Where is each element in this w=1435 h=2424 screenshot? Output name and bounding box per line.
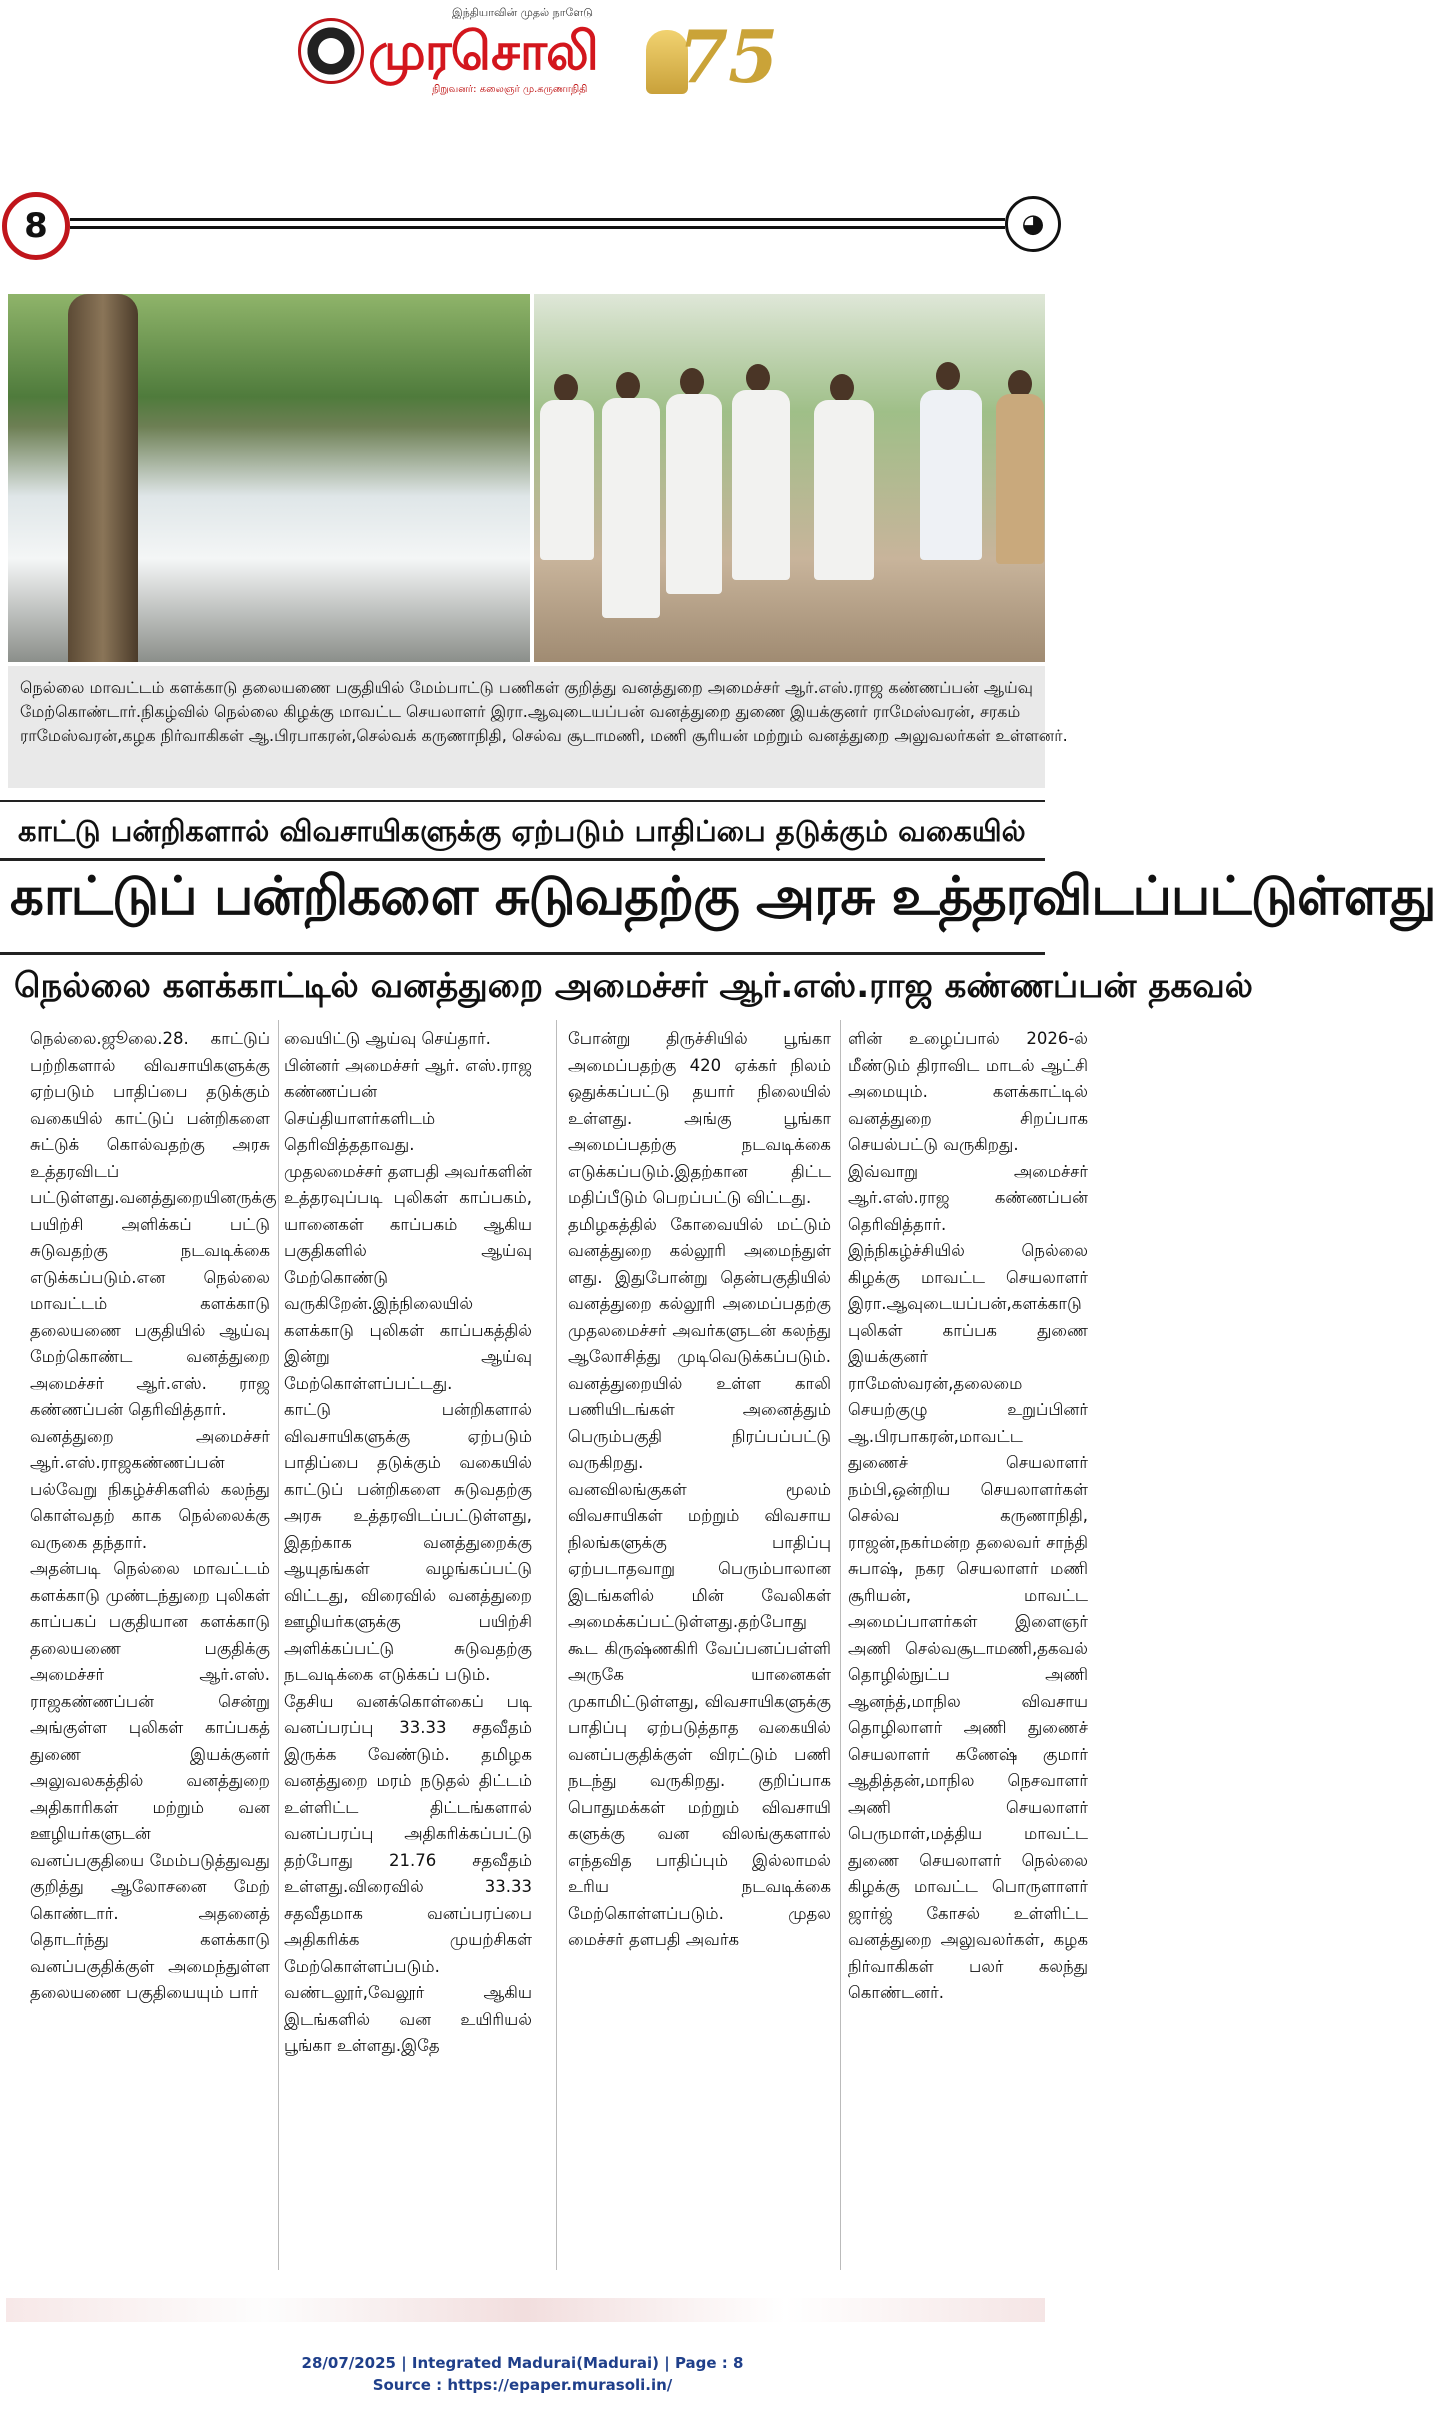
photo-caption-text: நெல்லை மாவட்டம் களக்காடு தலையணை பகுதியில் மேம்பாட்டு பணிகள் குறித்து வனத்துறை அமைச்சர் ஆர்.எஸ்.ராஜ கண்ணப்பன் ஆய்வு மேற்கொண்டார்.நிகழ்வில் நெல்லை கிழக்கு மாவட்ட செயலாளர் இரா.ஆவுடையப்பன் வனத்துறை துணை இயக்குனர் ராமேஸ்வரன், சரகம் ராமேஸ்வரன்,கழக நிர்வாகிகள் ஆ.பிரபாகரன்,செல்வக் கருணாநிதி, செல்வ சூடாமணி, மணி சூரியன் மற்றும் வனத்துறை அலுவலர்கள் உள்ளனர். [20,678,1068,745]
minister-inspection-photo [534,294,1045,662]
paragraph: இந்நிகழ்ச்சியில் நெல்லை கிழக்கு மாவட்ட செயலாளர் இரா.ஆவுடையப்பன்,களக்காடு புலிகள் காப்பக துணை இயக்குனர் ராமேஸ்வரன்,தலைமை செயற்குழு உறுப்பினர் ஆ.பிரபாகரன்,மாவட்ட துணைச் செயலாளர் நம்பி,ஒன்றிய செயலாளர்கள் செல்வ கருணாநிதி, ராஜன்,நகர்மன்ற தலைவர் சாந்தி சுபாஷ், நகர செயலாளர் மணி சூரியன், மாவட்ட அமைப்பாளர்கள் இளைஞர் அணி செல்வசூடாமணி,தகவல் தொழில்நுட்ப அணி ஆனந்த்,மாநில விவசாய தொழிலாளர் அணி துணைச் செயலாளர் கணேஷ் குமார் ஆதித்தன்,மாநில நெசவாளர் அணி செயலாளர் பெருமாள்,மத்திய மாவட்ட துணை செயலாளர் நெல்லை கிழக்கு மாவட்ட பொருளாளர் ஜார்ஜ் கோசல் உள்ளிட்ட வனத்துறை அலுவலர்கள், கழக நிர்வாகிகள் பலர் கலந்து கொண்டனர். [848,1241,1088,2002]
paragraph: நெல்லை.ஜூலை.28. காட்டுப் பற்றிகளால் விவசாயிகளுக்கு ஏற்படும் பாதிப்பை தடுக்கும் வகையில் காட்டுப் பன்றிகளை சுட்டுக் கொல்வதற்கு அரசு உத்தரவிடப் பட்டுள்ளது.வனத்துறையினருக்கு பயிற்சி அளிக்கப் பட்டு சுடுவதற்கு நடவடிக்கை எடுக்கப்படும்.என நெல்லை மாவட்டம் களக்காடு தலையணை பகுதியில் ஆய்வு மேற்கொண்ட வனத்துறை அமைச்சர் ஆர்.எஸ். ராஜ கண்ணப்பன் தெரிவித்தார். [30,1029,277,1419]
tree-trunk [68,294,138,662]
photo-strip [6,292,1045,664]
waterfall-photo [8,294,530,662]
person [540,400,594,560]
divider [0,952,1045,955]
person [732,390,790,580]
masthead-subtitle: நிறுவனர்: கலைஞர் மு.கருணாநிதி [432,84,588,95]
paragraph: காட்டு பன்றிகளால் விவசாயிகளுக்கு ஏற்படும் பாதிப்பை தடுக்கும் வகையில் காட்டுப் பன்றிகளை சுடுவதற்கு அரசு உத்தரவிடப்பட்டுள்ளது, இதற்காக வனத்துறைக்கு ஆயுதங்கள் வழங்கப்பட்டு விட்டது, விரைவில் வனத்துறை ஊழியர்களுக்கு பயிற்சி அளிக்கப்பட்டு சுடுவதற்கு நடவடிக்கை எடுக்கப் படும். [284,1400,532,1684]
article-column-4 [848,1026,1088,2007]
person [602,398,660,618]
column-rule [556,1020,557,2270]
person [996,394,1044,564]
footer-source-link[interactable]: Source : https://epaper.murasoli.in/ [372,2376,673,2394]
paragraph: தேசிய வனக்கொள்கைப் படி வனப்பரப்பு 33.33 சதவீதம் இருக்க வேண்டும். தமிழக வனத்துறை மரம் நடுதல் திட்டம் உள்ளிட்ட திட்டங்களால் வனப்பரப்பு அதிகரிக்கப்பட்டு தற்போது 21.76 சதவீதம் உள்ளது.விரைவில் 33.33 சதவீதமாக வனப்பரப்பை அதிகரிக்க முயற்சிகள் மேற்கொள்ளப்படும். வண்டலூர்,வேலூர் ஆகிய இடங்களில் வன உயிரியல் பூங்கா உள்ளது.இதே [284,1691,532,2055]
paragraph: முதலமைச்சர் தளபதி அவர்களின் உத்தரவுப்படி புலிகள் காப்பகம், யானைகள் காப்பகம் ஆகிய பகுதிகளில் ஆய்வு மேற்கொண்டு வருகிறேன்.இந்நிலையில் களக்காடு புலிகள் காப்பகத்தில் இன்று ஆய்வு மேற்கொள்ளப்பட்டது. [284,1161,533,1393]
person [920,390,982,560]
masthead [0,0,1045,118]
emblem-icon: ◕ [1005,196,1061,252]
newspaper-name: முரசொலி [368,22,598,82]
page-number: 8 [2,192,70,260]
column-rule [278,1020,279,2270]
paragraph: வனவிலங்குகள் மூலம் விவசாயிகள் மற்றும் விவசாய நிலங்களுக்கு பாதிப்பு ஏற்படாதவாறு பெரும்பாலான இடங்களில் மின் வேலிகள் அமைக்கப்பட்டுள்ளது.தற்போது கூட கிருஷ்ணகிரி வேப்பனப்பள்ளி அருகே யானைகள் முகாமிட்டுள்ளது, விவசாயிகளுக்கு பாதிப்பு ஏற்படுத்தாத வகையில் வனப்பகுதிக்குள் விரட்டும் பணி நடந்து வருகிறது. குறிப்பாக பொதுமக்கள் மற்றும் விவசாயி களுக்கு வன விலங்குகளால் எந்தவித பாதிப்பும் இல்லாமல் உரிய நடவடிக்கை மேற்கொள்ளப்படும். முதல மைச்சர் தளபதி அவர்க [568,1479,831,1949]
paragraph: அதன்படி நெல்லை மாவட்டம் களக்காடு முண்டந்துறை புலிகள் காப்பகப் பகுதியான களக்காடு தலையணை பகுதிக்கு அமைச்சர் ஆர்.எஸ். ராஜகண்ணப்பன் சென்று அங்குள்ள புலிகள் காப்பகத் துணை இயக்குனர் அலுவலகத்தில் வனத்துறை அதிகாரிகள் மற்றும் வன ஊழியர்களுடன் வனப்பகுதியை மேம்படுத்துவது குறித்து ஆலோசனை மேற் கொண்டார். அதனைத் தொடர்ந்து களக்காடு வனப்பகுதிக்குள் அமைந்துள்ள தலையணை பகுதியையும் பார் [30,1559,270,2002]
header-rule [70,226,1005,229]
person-head [680,368,704,396]
person-head [616,372,640,400]
anniversary-badge: 75 [678,14,779,99]
page-footer [0,2352,1045,2396]
article-headline: காட்டுப் பன்றிகளை சுடுவதற்கு அரசு உத்தரவிடப்பட்டுள்ளது [10,866,1435,927]
article-column-2 [284,1026,532,2060]
article-kicker: காட்டு பன்றிகளால் விவசாயிகளுக்கு ஏற்படும் பாதிப்பை தடுக்கும் வகையில் [18,814,1026,848]
person-head [554,374,578,402]
header-rule [70,218,1005,221]
paragraph: வனத்துறை அமைச்சர் ஆர்.எஸ்.ராஜகண்ணப்பன் பல்வேறு நிகழ்ச்சிகளில் கலந்து கொள்வதற் காக நெல்லைக்கு வருகை தந்தார். [30,1426,270,1552]
divider [0,800,1045,802]
photo-caption [8,666,1068,788]
paragraph: போன்று திருச்சியில் பூங்கா அமைப்பதற்கு 420 ஏக்கர் நிலம் ஒதுக்கப்பட்டு தயார் நிலையில் உள்ளது. அங்கு பூங்கா அமைப்பதற்கு நடவடிக்கை எடுக்கப்படும்.இதற்கான திட்ட மதிப்பீடும் பெறப்பட்டு விட்டது. [568,1029,831,1207]
column-rule [840,1020,841,2270]
paragraph: தமிழகத்தில் கோவையில் மட்டும் வனத்துறை கல்லூரி அமைந்துள் ளது. இதுபோன்று தென்பகுதியில் வனத்துறை கல்லூரி அமைப்பதற்கு முதலமைச்சர் அவர்களுடன் கலந்து ஆலோசித்து முடிவெடுக்கப்படும். வனத்துறையில் உள்ள காலி பணியிடங்கள் அனைத்தும் பெரும்பகுதி நிரப்பப்பட்டு வருகிறது. [568,1214,831,1472]
person-head [936,362,960,390]
paragraph: இவ்வாறு அமைச்சர் ஆர்.எஸ்.ராஜ கண்ணப்பன் தெரிவித்தார். [848,1161,1088,1234]
person [666,394,722,594]
paragraph: வையிட்டு ஆய்வு செய்தார். [284,1029,491,1048]
divider [0,858,1045,861]
paragraph: ளின் உழைப்பால் 2026-ல் மீண்டும் திராவிட மாடல் ஆட்சி அமையும். களக்காட்டில் வனத்துறை சிறப்பாக செயல்பட்டு வருகிறது. [848,1029,1088,1154]
page-header-bar [0,190,1045,270]
party-emblem-icon [298,18,364,84]
article-column-3 [568,1026,831,1954]
article-column-1 [30,1026,277,2007]
person-head [746,364,770,392]
person-head [830,374,854,402]
paragraph: பின்னர் அமைச்சர் ஆர். எஸ்.ராஜ கண்ணப்பன் செய்தியாளர்களிடம் தெரிவித்ததாவது. [284,1055,532,1154]
bottom-ad-strip [6,2298,1045,2322]
footer-edition-info: 28/07/2025 | Integrated Madurai(Madurai) | Page : 8 [301,2354,744,2372]
article-subhead: நெல்லை களக்காட்டில் வனத்துறை அமைச்சர் ஆர்.எஸ்.ராஜ கண்ணப்பன் தகவல் [14,966,1253,1006]
person [814,400,874,580]
masthead-tagline: இந்தியாவின் முதல் நாளேடு [452,6,593,19]
